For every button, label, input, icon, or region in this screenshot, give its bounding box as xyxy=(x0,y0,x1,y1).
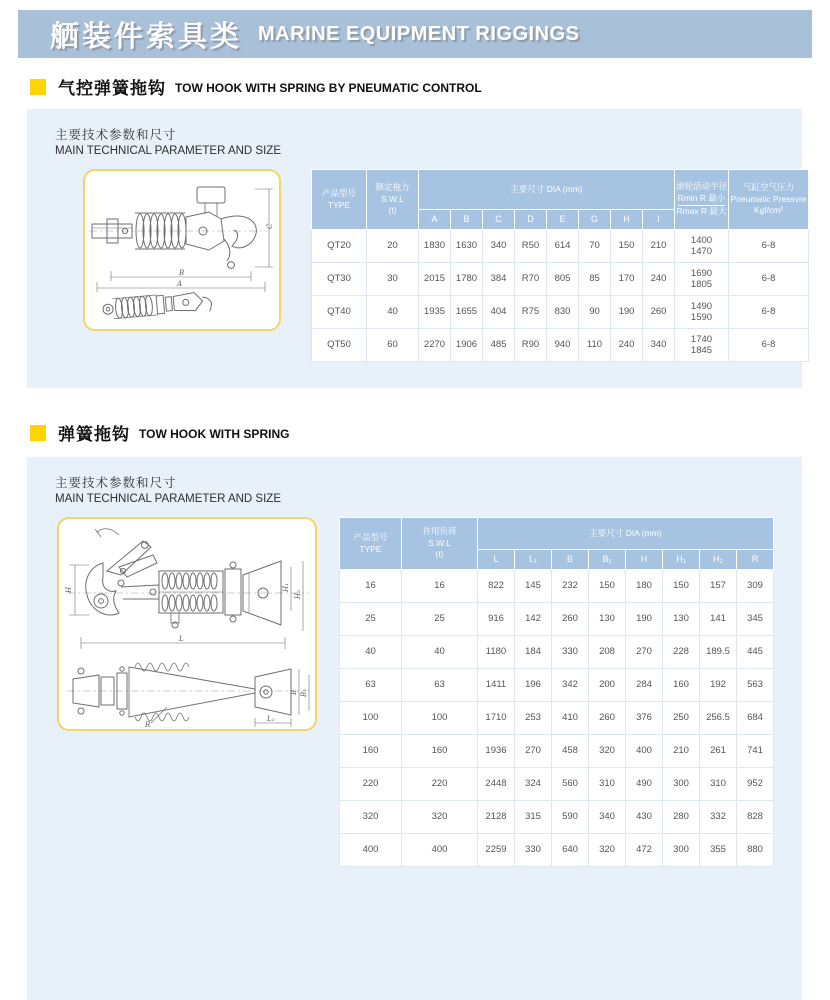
pressure-cell: 6-8 xyxy=(729,230,809,263)
dim-label-c: C xyxy=(266,223,274,229)
table-row xyxy=(312,263,809,296)
dim-cell: 741 xyxy=(737,735,774,768)
model-cell: 25 xyxy=(340,603,402,636)
dim-cell: 355 xyxy=(700,834,737,867)
dim-cell: 805 xyxy=(547,263,579,296)
dim-label-h1: H₁ xyxy=(282,583,290,592)
dia-subcol-header: D xyxy=(515,210,547,230)
dim-cell: 2015 xyxy=(419,263,451,296)
dim-cell: 490 xyxy=(626,768,663,801)
dim-cell: 150 xyxy=(663,570,700,603)
roller-radius-zh: 滚轮活动半径 xyxy=(676,181,728,192)
col-header-type-zh: 产品型号 xyxy=(321,188,356,199)
dim-cell: 90 xyxy=(579,296,611,329)
pressure-zh: 气缸空气压力 xyxy=(742,182,794,193)
dim-cell: 430 xyxy=(626,801,663,834)
radius-min-value: 1740 xyxy=(690,333,713,345)
dim-cell: 340 xyxy=(589,801,626,834)
dim-cell: 1710 xyxy=(478,702,515,735)
dim-cell: 130 xyxy=(663,603,700,636)
dim-cell: 70 xyxy=(579,230,611,263)
swl-cell: 30 xyxy=(367,263,419,296)
swl-cell: 63 xyxy=(402,669,478,702)
section2-content xyxy=(55,517,780,867)
col-header-swl-en: S.W.L xyxy=(428,537,451,548)
pneumatic-tow-hook-diagram xyxy=(83,169,281,331)
dim-label-r: R xyxy=(145,721,151,729)
spring-table-body xyxy=(340,570,774,867)
dim-cell: 376 xyxy=(626,702,663,735)
swl-cell: 40 xyxy=(367,296,419,329)
dim-cell: 1935 xyxy=(419,296,451,329)
col-header-dia: 主要尺寸 DIA (mm) xyxy=(478,518,774,550)
swl-cell: 220 xyxy=(402,768,478,801)
swl-cell: 160 xyxy=(402,735,478,768)
dim-cell: 324 xyxy=(515,768,552,801)
yellow-square-icon xyxy=(30,79,46,95)
dim-cell: 210 xyxy=(643,230,675,263)
dim-cell: 310 xyxy=(589,768,626,801)
dim-cell: 1630 xyxy=(451,230,483,263)
spring-table-head xyxy=(340,518,774,570)
dim-cell: 590 xyxy=(552,801,589,834)
dim-cell: 445 xyxy=(737,636,774,669)
dim-cell: 309 xyxy=(737,570,774,603)
radius-min-value: 1490 xyxy=(690,300,713,312)
radius-max-value: 1805 xyxy=(690,279,713,290)
col-header-type-zh: 产品型号 xyxy=(353,532,388,543)
dim-cell: 332 xyxy=(700,801,737,834)
dim-cell: 270 xyxy=(626,636,663,669)
dim-cell: 208 xyxy=(589,636,626,669)
swl-cell: 25 xyxy=(402,603,478,636)
col-header-swl-unit: (t) xyxy=(435,549,444,560)
dia-subcol-header: A xyxy=(419,210,451,230)
dim-cell: 240 xyxy=(643,263,675,296)
dim-cell: 150 xyxy=(589,570,626,603)
roller-radius-min: Rmin R 最小 xyxy=(678,193,726,206)
col-header-pressure xyxy=(729,170,809,230)
dim-cell: R70 xyxy=(515,263,547,296)
dim-cell: 404 xyxy=(483,296,515,329)
radius-min-value: 1400 xyxy=(690,234,713,246)
dim-cell: 485 xyxy=(483,329,515,362)
model-cell: QT30 xyxy=(312,263,367,296)
section1-panel xyxy=(27,109,807,388)
dim-label-l1: L₁ xyxy=(267,715,275,723)
col-header-roller-radius xyxy=(675,170,729,230)
model-cell: 160 xyxy=(340,735,402,768)
dim-cell: 240 xyxy=(611,329,643,362)
dim-cell: 1906 xyxy=(451,329,483,362)
swl-cell: 20 xyxy=(367,230,419,263)
dim-cell: 330 xyxy=(552,636,589,669)
dim-cell: 110 xyxy=(579,329,611,362)
model-cell: 40 xyxy=(340,636,402,669)
dim-cell: 253 xyxy=(515,702,552,735)
dim-cell: 260 xyxy=(589,702,626,735)
roller-radius-cell xyxy=(675,230,729,263)
radius-max-value: 1470 xyxy=(690,246,713,257)
dim-cell: 261 xyxy=(700,735,737,768)
radius-max-value: 1590 xyxy=(690,312,713,323)
dim-cell: 300 xyxy=(663,768,700,801)
dim-cell: 830 xyxy=(547,296,579,329)
model-cell: 100 xyxy=(340,702,402,735)
pneumatic-table-body xyxy=(312,230,809,362)
section2-title-en: TOW HOOK WITH SPRING xyxy=(139,427,290,441)
dim-cell: 560 xyxy=(552,768,589,801)
dim-cell: 250 xyxy=(663,702,700,735)
dim-cell: 563 xyxy=(737,669,774,702)
dim-cell: 200 xyxy=(589,669,626,702)
dia-subcol-header: H₁ xyxy=(663,550,700,570)
yellow-square-icon xyxy=(30,425,46,441)
dim-cell: 315 xyxy=(515,801,552,834)
model-cell: 220 xyxy=(340,768,402,801)
dim-cell: 1830 xyxy=(419,230,451,263)
dia-subcol-header: H₂ xyxy=(700,550,737,570)
section1-title-zh: 气控弹簧拖钩 xyxy=(58,79,166,98)
dim-cell: 190 xyxy=(626,603,663,636)
section2-param-title-zh: 主要技术参数和尺寸 xyxy=(55,476,177,490)
dim-cell: 130 xyxy=(589,603,626,636)
dim-cell: 210 xyxy=(663,735,700,768)
dim-cell: 180 xyxy=(626,570,663,603)
dia-subcol-header: L xyxy=(478,550,515,570)
dim-cell: 310 xyxy=(700,768,737,801)
pneumatic-table-head xyxy=(312,170,809,230)
dim-cell: 157 xyxy=(700,570,737,603)
table-row xyxy=(340,735,774,768)
model-cell: 320 xyxy=(340,801,402,834)
pressure-cell: 6-8 xyxy=(729,263,809,296)
spring-tow-hook-diagram xyxy=(57,517,317,731)
dia-subcol-header: E xyxy=(547,210,579,230)
swl-cell: 400 xyxy=(402,834,478,867)
col-header-swl-en: S.W.L xyxy=(381,193,404,204)
dim-cell: R50 xyxy=(515,230,547,263)
dim-cell: 916 xyxy=(478,603,515,636)
dim-cell: 270 xyxy=(515,735,552,768)
section2-panel xyxy=(27,457,802,1000)
dim-label-h: H xyxy=(65,586,73,593)
banner-title-en: MARINE EQUIPMENT RIGGINGS xyxy=(258,22,580,45)
dim-cell: 1655 xyxy=(451,296,483,329)
section1-heading xyxy=(30,74,830,99)
dim-cell: 1936 xyxy=(478,735,515,768)
dim-cell: 160 xyxy=(663,669,700,702)
dim-cell: 184 xyxy=(515,636,552,669)
dia-subcol-header: L₁ xyxy=(515,550,552,570)
col-header-type xyxy=(312,170,367,230)
dim-cell: 228 xyxy=(663,636,700,669)
model-cell: 400 xyxy=(340,834,402,867)
banner-title-zh: 舾装件索具类 xyxy=(50,20,243,53)
dim-cell: 260 xyxy=(552,603,589,636)
dim-cell: 952 xyxy=(737,768,774,801)
col-header-type-en: TYPE xyxy=(327,199,351,210)
col-header-swl-zh: 额定拖力 xyxy=(375,182,410,193)
section1-title-en: TOW HOOK WITH SPRING BY PNEUMATIC CONTROL xyxy=(175,81,482,95)
dim-label-b: B xyxy=(179,269,185,277)
dia-subcol-header: G xyxy=(579,210,611,230)
col-header-type-en: TYPE xyxy=(359,543,382,554)
roller-radius-max: Rmax R 最大 xyxy=(676,206,727,217)
col-header-swl-zh: 许用负荷 xyxy=(422,526,457,537)
dim-cell: 640 xyxy=(552,834,589,867)
swl-cell: 16 xyxy=(402,570,478,603)
dim-cell: 458 xyxy=(552,735,589,768)
radius-max-value: 1845 xyxy=(690,345,713,356)
dim-cell: 141 xyxy=(700,603,737,636)
dim-cell: 342 xyxy=(552,669,589,702)
col-header-swl xyxy=(402,518,478,570)
dim-cell: 940 xyxy=(547,329,579,362)
dim-cell: 284 xyxy=(626,669,663,702)
page-banner xyxy=(18,10,812,58)
dim-cell: 614 xyxy=(547,230,579,263)
dim-cell: 142 xyxy=(515,603,552,636)
dia-subcol-header: H xyxy=(626,550,663,570)
dia-subcol-header: I xyxy=(643,210,675,230)
dim-cell: 880 xyxy=(737,834,774,867)
dim-cell: 410 xyxy=(552,702,589,735)
section1-content xyxy=(55,169,807,362)
dim-cell: 320 xyxy=(589,735,626,768)
section1-param-title-zh: 主要技术参数和尺寸 xyxy=(55,128,177,142)
dim-cell: 684 xyxy=(737,702,774,735)
dia-subcol-header: B₁ xyxy=(589,550,626,570)
dim-cell: 85 xyxy=(579,263,611,296)
dim-cell: R90 xyxy=(515,329,547,362)
dia-subcol-header: B xyxy=(451,210,483,230)
col-header-swl xyxy=(367,170,419,230)
dim-cell: 340 xyxy=(643,329,675,362)
table-row xyxy=(340,801,774,834)
model-cell: QT40 xyxy=(312,296,367,329)
swl-cell: 100 xyxy=(402,702,478,735)
dia-subcol-header: H xyxy=(611,210,643,230)
dim-cell: 150 xyxy=(611,230,643,263)
table-row xyxy=(312,329,809,362)
dim-cell: 1180 xyxy=(478,636,515,669)
dim-label-a: A xyxy=(177,280,183,288)
dim-cell: 260 xyxy=(643,296,675,329)
dim-cell: 472 xyxy=(626,834,663,867)
table-row xyxy=(340,768,774,801)
dim-cell: R75 xyxy=(515,296,547,329)
dim-cell: 400 xyxy=(626,735,663,768)
dim-cell: 196 xyxy=(515,669,552,702)
col-header-type xyxy=(340,518,402,570)
model-cell: QT20 xyxy=(312,230,367,263)
dim-cell: 192 xyxy=(700,669,737,702)
dim-cell: 320 xyxy=(589,834,626,867)
dia-subcol-header: B xyxy=(552,550,589,570)
dim-cell: 1411 xyxy=(478,669,515,702)
swl-cell: 320 xyxy=(402,801,478,834)
dim-cell: 345 xyxy=(737,603,774,636)
swl-cell: 60 xyxy=(367,329,419,362)
dia-subcol-header: C xyxy=(483,210,515,230)
pneumatic-table xyxy=(311,169,809,362)
pressure-unit: Kgf/cm² xyxy=(753,205,784,216)
col-header-dia: 主要尺寸 DIA (mm) xyxy=(419,170,675,210)
table-row xyxy=(312,296,809,329)
dim-label-l: L xyxy=(179,635,184,643)
dim-cell: 190 xyxy=(611,296,643,329)
dim-cell: 330 xyxy=(515,834,552,867)
section2-heading xyxy=(30,420,830,445)
pressure-cell: 6-8 xyxy=(729,329,809,362)
dim-cell: 340 xyxy=(483,230,515,263)
dim-cell: 384 xyxy=(483,263,515,296)
table-row xyxy=(340,570,774,603)
table-row xyxy=(340,669,774,702)
dim-cell: 2448 xyxy=(478,768,515,801)
dim-cell: 145 xyxy=(515,570,552,603)
swl-cell: 40 xyxy=(402,636,478,669)
dim-cell: 828 xyxy=(737,801,774,834)
dim-cell: 300 xyxy=(663,834,700,867)
roller-radius-cell xyxy=(675,296,729,329)
dim-cell: 2128 xyxy=(478,801,515,834)
dim-cell: 189.5 xyxy=(700,636,737,669)
table-row xyxy=(340,603,774,636)
table-row xyxy=(340,834,774,867)
section2-title-zh: 弹簧拖钩 xyxy=(58,425,130,444)
dim-label-h2: H₂ xyxy=(294,590,302,599)
dim-cell: 170 xyxy=(611,263,643,296)
section1-param-title-en: MAIN TECHNICAL PARAMETER AND SIZE xyxy=(55,145,281,157)
model-cell: 16 xyxy=(340,570,402,603)
dim-cell: 1780 xyxy=(451,263,483,296)
pressure-cell: 6-8 xyxy=(729,296,809,329)
radius-min-value: 1690 xyxy=(690,267,713,279)
dim-cell: 232 xyxy=(552,570,589,603)
model-cell: 63 xyxy=(340,669,402,702)
spring-table xyxy=(339,517,774,867)
col-header-swl-unit: (t) xyxy=(388,205,397,216)
dim-label-b: B xyxy=(290,689,298,695)
model-cell: QT50 xyxy=(312,329,367,362)
dim-cell: 280 xyxy=(663,801,700,834)
dim-cell: 2270 xyxy=(419,329,451,362)
table-row xyxy=(340,702,774,735)
roller-radius-cell xyxy=(675,329,729,362)
dia-subcol-header: R xyxy=(737,550,774,570)
dim-label-b1: B₁ xyxy=(300,689,308,697)
section2-param-title-en: MAIN TECHNICAL PARAMETER AND SIZE xyxy=(55,493,281,505)
dim-cell: 822 xyxy=(478,570,515,603)
table-row xyxy=(340,636,774,669)
dim-cell: 2259 xyxy=(478,834,515,867)
dim-cell: 256.5 xyxy=(700,702,737,735)
roller-radius-cell xyxy=(675,263,729,296)
table-row xyxy=(312,230,809,263)
pressure-en: Pneumatic Pressvre xyxy=(730,193,807,204)
